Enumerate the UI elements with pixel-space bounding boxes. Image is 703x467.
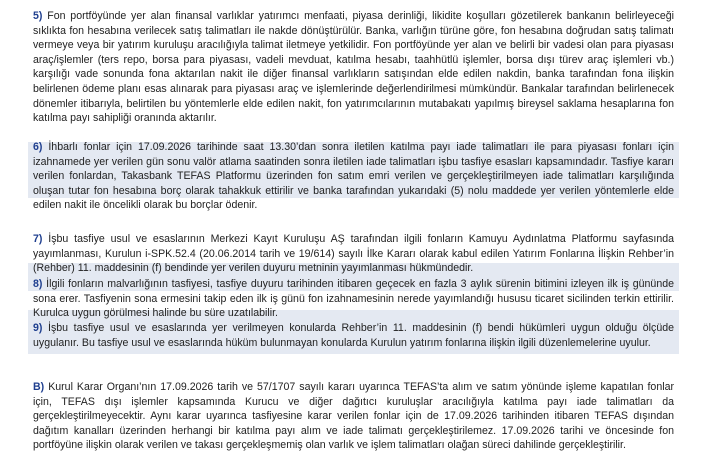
paragraph-number: 7) <box>33 233 43 245</box>
paragraph-6 <box>33 140 674 213</box>
paragraph-8 <box>33 277 674 321</box>
section-number: B) <box>33 381 45 393</box>
paragraph-text: İlgili fonların malvarlığının tasfiyesi, tasfiye duyuru tarihinden itibaren geçecek en fazla 3 aylık sürenin bitimini izleyen ilk iş gününde sona erer. Tasfiyenin sona ermesini takip eden ilk iş günü fon izahnamesinin nerede yayımlandığı hususu ticaret sicilinden terkin ettirilir. Kurulca uygun görülmesi halinde bu süre uzatılabilir. <box>33 278 674 320</box>
section-text: Kurul Karar Organı’nın 17.09.2026 tarih ve 57/1707 sayılı kararı uyarınca TEFAS’ta alım ve satım yönünde işleme kapatılan fonlar için, TEFAS dışı işlemler kapsamında Kurucu ve diğer dağıtıcı kuruluşlar aracılığıyla katılma payı iade talimatları da gerçekleştirilmeyecektir. Aynı karar uyarınca tasfiyesine karar verilen fonlar için de 17.09.2026 tarihinden itibaren TEFAS dışından dağıtım kanalları üzerinden herhangi bir katılma payı alım ve iade talimatı gerçekleştirilemez. 17.09.2026 tarihi ve öncesinde fon portföyüne ilişkin olarak verilen ve takası gerçekleşmemiş olan varlık ve işlem talimatları olağan süreci dahilinde gerçekleştirilir. <box>33 381 674 452</box>
paragraph-7 <box>33 232 674 276</box>
paragraph-number: 8) <box>33 278 43 290</box>
paragraph-text: İhbarlı fonlar için 17.09.2026 tarihinde saat 13.30’dan sonra iletilen katılma payı iade talimatları ile para piyasası fonları için izahnamede yer verilen gün sonu valör atlama saatinden sonra iletilen iade talimatları işbu tasfiye esasları kapsamındadır. Tasfiye kararı verilen fonlardan, Takasbank TEFAS Platformu üzerinden fon satım emri verilen ve gerçekleştirilmeyen iade talimatları karşılığında oluşan tutar fon hesabına borç olarak tahakkuk ettirilir ve banka tarafından yukarıdaki (5) nolu maddede yer verilen yöntemlerle elde edilen nakit ile öncelikli olarak bu borçlar ödenir. <box>33 141 674 212</box>
paragraph-5 <box>33 9 674 126</box>
section-b <box>33 380 674 453</box>
paragraph-text: İşbu tasfiye usul ve esaslarının Merkezi Kayıt Kuruluşu AŞ tarafından ilgili fonların Kamuyu Aydınlatma Platformu sayfasında yayımlanması, Kurulun i-SPK.52.4 (20.06.2014 tarih ve 19/614) sayılı İlke Kararı olarak kabul edilen Yatırım Fonlarına İlişkin Rehber’in (Rehber) 11. maddesinin (f) bendinde yer verilen duyuru metninin yayımlanması hükmündedir. <box>33 233 675 275</box>
paragraph-number: 5) <box>33 10 43 22</box>
paragraph-number: 6) <box>33 141 43 153</box>
paragraph-text: İşbu tasfiye usul ve esaslarında yer verilmeyen konularda Rehber’in 11. maddesinin (f) bendi hükümleri uygun olduğu ölçüde uygulanır. Bu tasfiye usul ve esaslarında hüküm bulunmayan konularda Kurulun yatırım fonlarına ilişkin ilgili düzenlemelerine uyulur. <box>33 322 674 349</box>
paragraph-9 <box>33 321 674 350</box>
paragraph-number: 9) <box>33 322 43 334</box>
paragraph-text: Fon portföyünde yer alan finansal varlıklar yatırımcı menfaati, piyasa derinliği, likidite koşulları gözetilerek bankanın belirleyeceği sıklıkta fon hesabına verilecek satış talimatları ile nakde dönüştürülür. Banka, varlığın türüne göre, fon hesabına doğrudan satış talimatı vermeye veya bir yatırım kuruluşu aracılığıyla talimat iletmeye yetkilidir. Fon portföyünde yer alan ve belirli bir vadesi olan para piyasası araç/işlemler (ters repo, borsa para piyasası, vadeli mevduat, katılma hesabı, taahhütlü işlemler, borsa dışı türev araç işlemleri vb.) karşılığı vade sonunda fona aktarılan nakit ile diğer finansal varlıkların satışından elde edilen nakdin, banka tarafından fona ilişkin belirlenen ödeme planı esas alınarak para piyasası araç ve işlemlerinde değerlendirilmesi mümkündür. Bankalar tarafından belirlenecek dönemler itibarıyla, belirtilen bu yöntemlerle elde edilen nakit, fon yatırımcılarının mutabakatı yapılmış bireysel saklama hesaplarına fon katılma payı sahipliği oranında aktarılır. <box>33 10 674 125</box>
